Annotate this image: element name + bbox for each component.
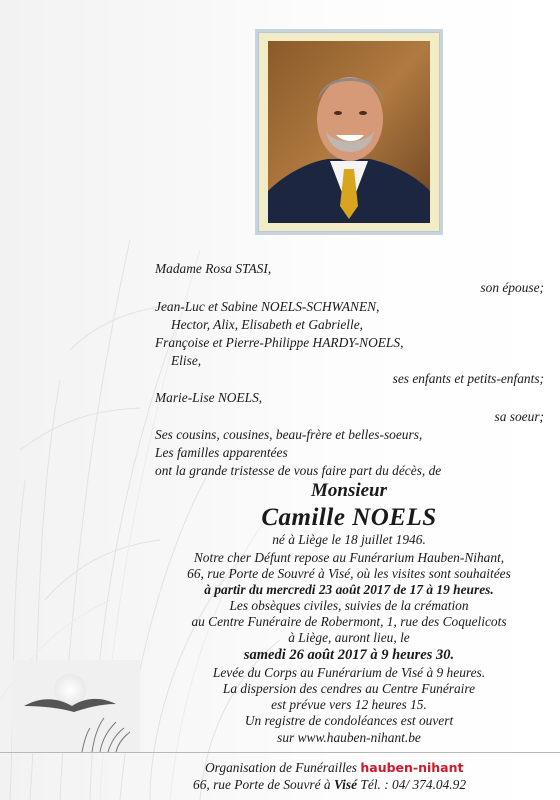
footer-org-prefix: Organisation de Funérailles [205,760,357,775]
bird-sunset-illustration [12,660,140,752]
children-line-3: Françoise et Pierre-Philippe HARDY-NOELS, [155,335,404,350]
footer-phone: Tél. : 04/ 374.04.92 [360,777,467,792]
footer-city: Visé [333,777,358,792]
repose-line-1: Notre cher Défunt repose au Funérarium Hauben-Nihant, [193,550,505,565]
register-line-1: Un registre de condoléances est ouvert [244,713,454,728]
footer-address [193,777,466,793]
children-line-4: Elise, [171,353,202,368]
sister-name: Marie-Lise NOELS, [155,390,263,405]
children-line-1: Jean-Luc et Sabine NOELS-SCHWANEN, [155,299,380,314]
departure-line: Levée du Corps au Funérarium de Visé à 9 heures. [212,665,486,680]
repose-line-2: 66, rue Porte de Souvré à Visé, où les visites sont souhaitées [187,566,511,581]
children-role: ses enfants et petits-enfants; [392,371,544,386]
funeral-line-1: Les obsèques civiles, suivies de la crémation [229,598,469,613]
spouse-role: son épouse; [480,280,544,295]
ashes-line-1: La dispersion des cendres au Centre Funéraire [222,681,476,696]
register-link[interactable]: sur www.hauben-nihant.be [277,730,421,745]
footer-organisation [205,760,464,776]
announce-line: ont la grande tristesse de vous faire part du décès, de [155,463,442,478]
visit-hours: à partir du mercredi 23 août 2017 de 17 à 19 heures. [204,582,494,597]
footer-address-prefix: 66, rue Porte de Souvré à [193,777,331,792]
children-line-2: Hector, Alix, Elisabeth et Gabrielle, [171,317,364,332]
ashes-line-2: est prévue vers 12 heures 15. [271,697,427,712]
footer-divider [0,752,560,753]
portrait-photo [268,41,430,223]
portrait-frame [258,32,440,232]
deceased-name: Camille NOELS [261,504,437,531]
relatives-line: Les familles apparentées [155,445,288,460]
cousins-line: Ses cousins, cousines, beau-frère et belles-soeurs, [155,427,423,442]
brand-name: hauben-nihant [360,760,464,775]
deceased-title: Monsieur [310,480,388,501]
funeral-date: samedi 26 août 2017 à 9 heures 30. [243,647,455,663]
funeral-line-3: à Liège, auront lieu, le [288,630,410,645]
birth-line: né à Liège le 18 juillet 1946. [272,532,426,547]
sister-role: sa soeur; [494,409,544,424]
funeral-line-2: au Centre Funéraire de Robermont, 1, rue des Coquelicots [191,614,507,629]
spouse-name: Madame Rosa STASI, [155,261,272,276]
